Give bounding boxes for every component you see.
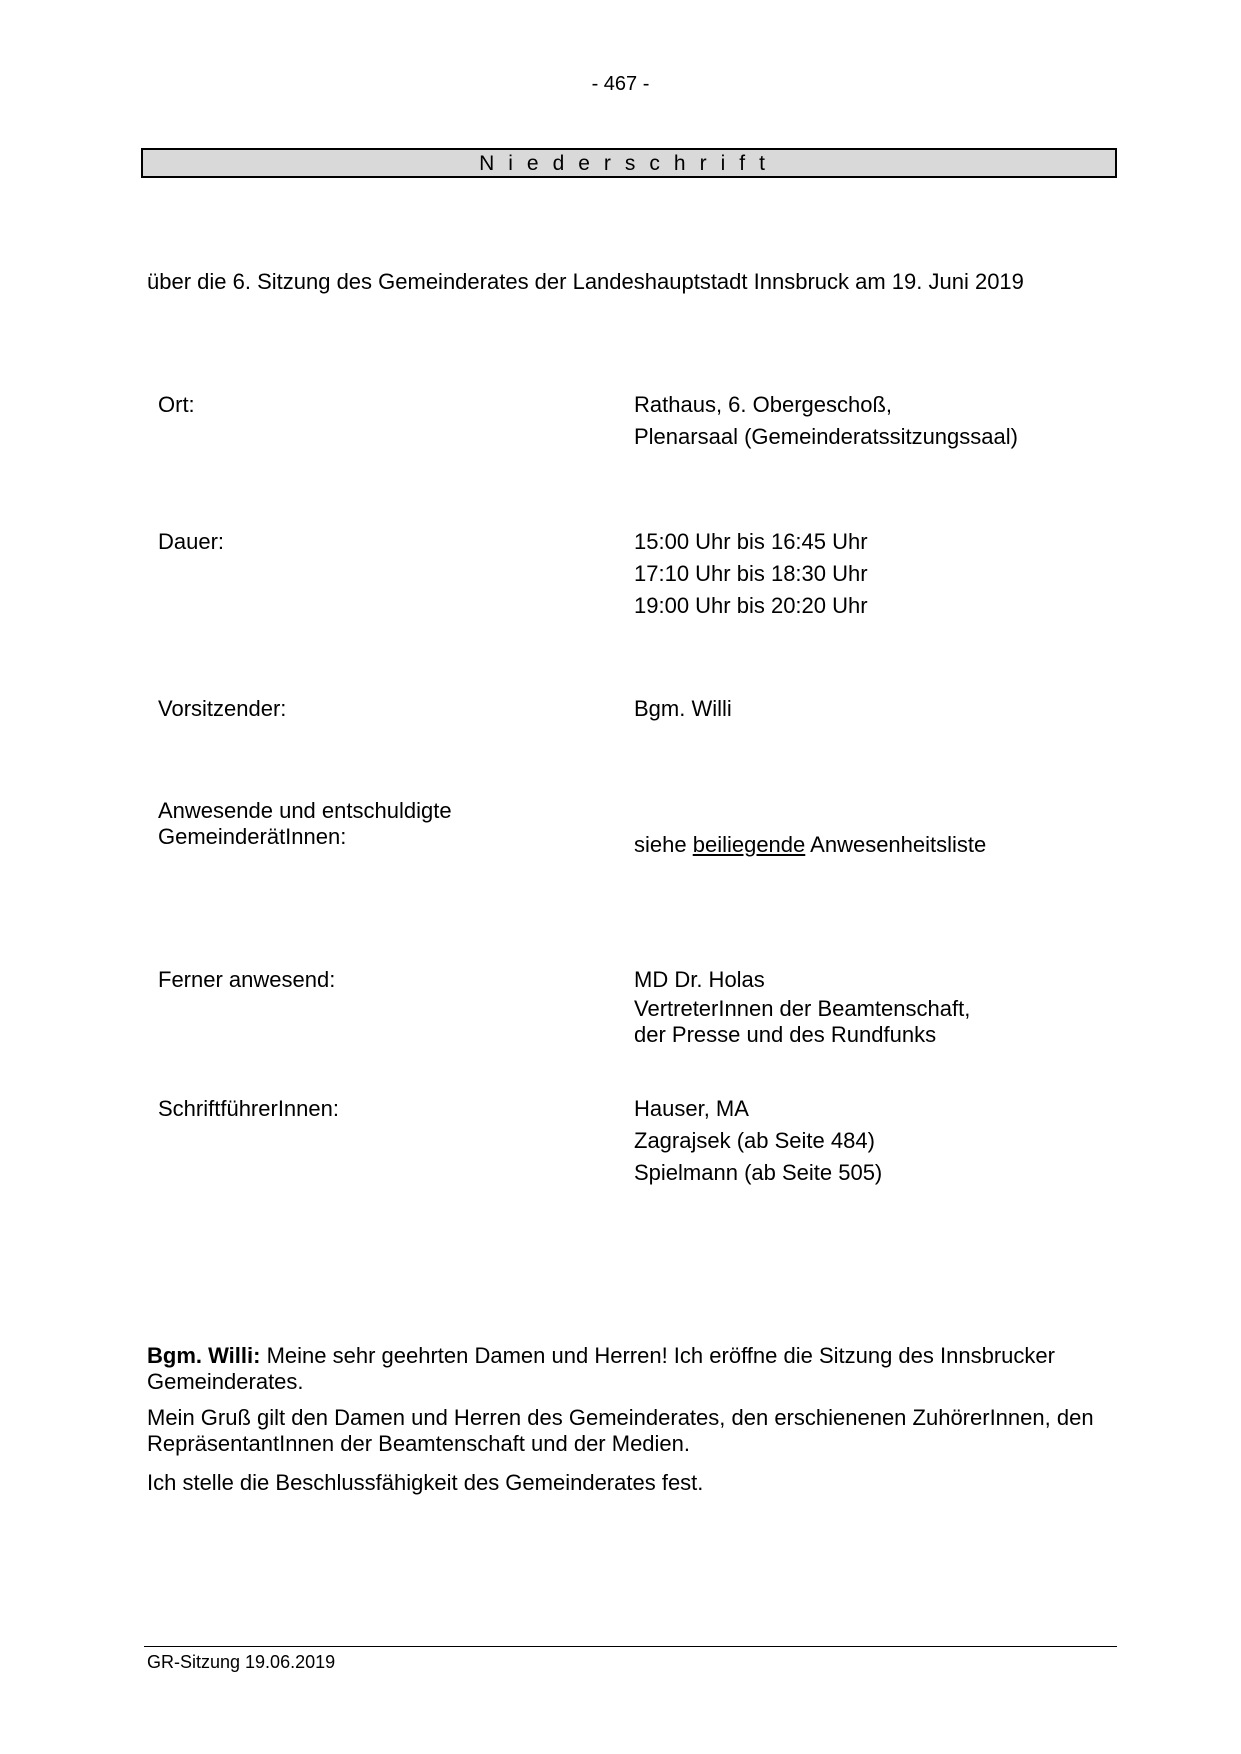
ferner-value — [634, 964, 970, 1048]
speaker-name: Bgm. Willi: — [147, 1343, 261, 1368]
ferner-line: MD Dr. Holas — [634, 967, 765, 992]
speech-paragraph-1 — [147, 1343, 1107, 1395]
anwesende-prefix: siehe — [634, 832, 693, 857]
anwesende-suffix: Anwesenheitsliste — [805, 832, 987, 857]
speech-paragraph-2: Mein Gruß gilt den Damen und Herren des Gemeinderates, den erschienenen ZuhörerInnen, den RepräsentantInnen der Beamtenschaft und der Medien. — [147, 1405, 1094, 1456]
vorsitzender-line: Bgm. Willi — [634, 696, 732, 721]
anwesende-underlined: beiliegende — [692, 832, 806, 857]
anwesende-label — [158, 798, 452, 850]
footer-divider — [144, 1646, 1117, 1647]
dauer-line: 17:10 Uhr bis 18:30 Uhr — [634, 561, 868, 586]
speech-paragraph-3: Ich stelle die Beschlussfähigkeit des Gemeinderates fest. — [147, 1470, 704, 1495]
ort-label: Ort: — [158, 392, 195, 417]
ferner-line: der Presse und des Rundfunks — [634, 1022, 937, 1047]
intro-line: über die 6. Sitzung des Gemeinderates der Landeshauptstadt Innsbruck am 19. Juni 2019 — [147, 269, 1024, 294]
schriftfuehrer-label: SchriftführerInnen: — [158, 1096, 339, 1121]
dauer-line: 15:00 Uhr bis 16:45 Uhr — [634, 529, 868, 554]
dauer-line: 19:00 Uhr bis 20:20 Uhr — [634, 593, 868, 618]
schriftfuehrer-line: Hauser, MA — [634, 1096, 749, 1121]
schriftfuehrer-line: Spielmann (ab Seite 505) — [634, 1160, 883, 1185]
ort-line: Rathaus, 6. Obergeschoß, — [634, 392, 893, 417]
document-title: Niederschrift — [141, 148, 1117, 178]
schriftfuehrer-line: Zagrajsek (ab Seite 484) — [634, 1128, 875, 1153]
anwesende-value — [634, 829, 986, 861]
anwesende-label-line: GemeinderätInnen: — [158, 824, 347, 849]
vorsitzender-value — [634, 693, 732, 725]
ferner-line: VertreterInnen der Beamtenschaft, — [634, 996, 971, 1021]
speech-text-1: Meine sehr geehrten Damen und Herren! Ich eröffne die Sitzung des Innsbrucker Gemeinderates. — [147, 1343, 1055, 1394]
vorsitzender-label: Vorsitzender: — [158, 696, 287, 721]
ort-line: Plenarsaal (Gemeinderatssitzungssaal) — [634, 424, 1018, 449]
ferner-label: Ferner anwesend: — [158, 967, 336, 992]
schriftfuehrer-value — [634, 1093, 882, 1189]
dauer-value — [634, 526, 868, 622]
dauer-label: Dauer: — [158, 529, 225, 554]
ort-value — [634, 389, 1018, 453]
footer-text: GR-Sitzung 19.06.2019 — [147, 1652, 336, 1672]
page-number: - 467 - — [591, 73, 650, 95]
anwesende-label-line: Anwesende und entschuldigte — [158, 798, 452, 823]
